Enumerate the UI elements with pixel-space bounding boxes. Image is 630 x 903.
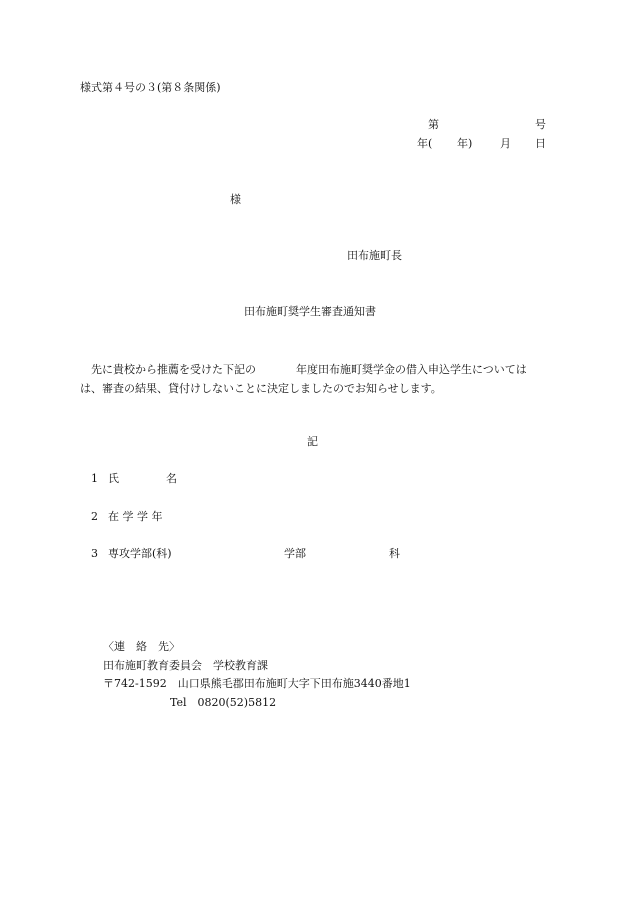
doc-number-suffix: 号 — [535, 118, 546, 131]
item-3-ka: 科 — [389, 547, 400, 560]
item-1-label-a: 氏 — [108, 472, 119, 485]
item-3-number: 3 — [91, 547, 98, 560]
body-paragraph — [80, 360, 550, 398]
contact-header: 〈連 絡 先〉 — [103, 640, 180, 653]
body-line-1-part-1: 先に貴校から推薦を受けた下記の — [91, 363, 256, 376]
body-line-2: は、審査の結果、貸付けしないことに決定しましたのでお知らせします。 — [80, 382, 442, 395]
ki-heading: 記 — [307, 435, 318, 448]
item-2-number: 2 — [91, 510, 98, 523]
doc-number-prefix: 第 — [428, 118, 439, 131]
item-1-label-b: 名 — [166, 472, 177, 485]
form-label: 様式第４号の３(第８条関係) — [80, 81, 221, 94]
item-3-label: 専攻学部(科) — [108, 547, 172, 560]
contact-tel: Tel 0820(52)5812 — [170, 696, 277, 709]
sender: 田布施町長 — [347, 249, 402, 262]
document-title: 田布施町奨学生審査通知書 — [244, 305, 376, 318]
contact-department: 田布施町教育委員会 学校教育課 — [103, 659, 268, 672]
item-1-number: 1 — [91, 472, 98, 485]
item-2-label: 在 学 学 年 — [108, 510, 163, 523]
date-month: 月 — [500, 137, 511, 150]
body-line-1-part-2: 年度田布施町奨学金の借入申込学生については — [296, 363, 527, 376]
addressee-suffix: 様 — [230, 193, 241, 206]
date-day: 日 — [535, 137, 546, 150]
body-line-1 — [80, 360, 550, 379]
date-year-close: 年) — [457, 137, 473, 150]
contact-address: 〒742-1592 山口県熊毛郡田布施町大字下田布施3440番地1 — [103, 677, 411, 690]
date-year-open: 年( — [417, 137, 433, 150]
item-3-gakubu: 学部 — [284, 547, 306, 560]
